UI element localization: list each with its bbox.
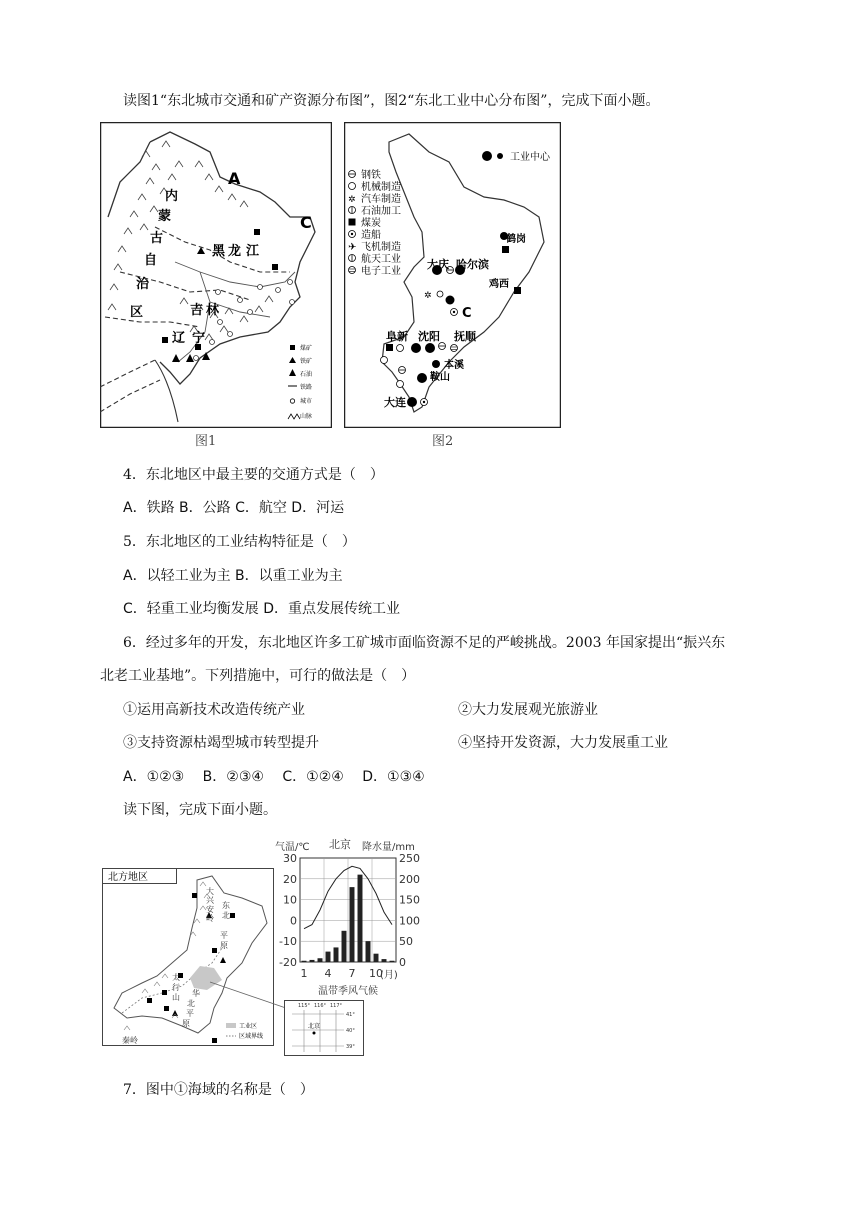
fig2-center-legend: 工业中心 (510, 152, 550, 163)
label-zhi: 治 (136, 277, 150, 292)
question-5-stem: 5．东北地区的工业结构特征是（ ） (123, 534, 356, 550)
precip-bar (342, 931, 347, 962)
svg-text:✈: ✈ (348, 242, 357, 253)
month-tick-label: 1 (300, 967, 308, 980)
svg-text:大: 大 (206, 887, 214, 896)
precip-bar (318, 958, 323, 962)
svg-text:116°: 116° (314, 1003, 327, 1009)
svg-text:115°: 115° (298, 1003, 311, 1009)
precip-tick-label: 0 (399, 956, 406, 969)
svg-text:北: 北 (222, 911, 230, 920)
svg-text:安: 安 (206, 905, 214, 914)
svg-text:煤矿: 煤矿 (300, 345, 313, 352)
climate-chart (272, 836, 440, 1006)
figure-2-caption: 图2 (432, 434, 454, 449)
chart-ylabel-right: 降水量/mm (362, 842, 415, 853)
label-meng: 蒙 (158, 209, 172, 224)
temp-tick-label: 30 (283, 852, 297, 865)
svg-text:兴: 兴 (206, 896, 214, 905)
temp-tick-label: -20 (279, 956, 297, 969)
city-fushun: 抚顺 (454, 330, 476, 343)
svg-text:41°: 41° (346, 1012, 355, 1018)
svg-text:机械制造: 机械制造 (361, 182, 401, 193)
svg-text:太: 太 (172, 973, 180, 982)
label-ln-2: 宁 (192, 331, 206, 346)
svg-text:工业区: 工业区 (239, 1023, 258, 1030)
precip-bar (390, 961, 395, 962)
svg-text:石油: 石油 (300, 371, 313, 378)
label-hlj-1: 黑 (212, 244, 226, 259)
precip-tick-label: 150 (399, 893, 420, 907)
question-6-item-3: ③支持资源枯竭型城市转型提升 (123, 735, 319, 751)
svg-text:钢铁: 钢铁 (361, 170, 381, 181)
svg-text:山脉: 山脉 (300, 413, 313, 420)
svg-text:行: 行 (172, 983, 180, 992)
question-6-options: A．①②③ B．②③④ C．①②④ D．①③④ (123, 769, 425, 785)
svg-text:造船: 造船 (361, 230, 381, 241)
city-hegang: 鹤岗 (506, 234, 526, 245)
svg-text:电子工业: 电子工业 (361, 266, 401, 277)
svg-text:✲: ✲ (424, 291, 432, 301)
svg-text:39°: 39° (346, 1044, 355, 1050)
precip-bar (382, 959, 387, 962)
city-shenyang: 沈阳 (418, 330, 440, 343)
svg-text:汽车制造: 汽车制造 (361, 194, 401, 205)
city-jixi: 鸡西 (489, 279, 509, 290)
label-hlj-2: 龙 (228, 244, 242, 259)
label-nei: 内 (165, 189, 179, 204)
month-tick-label: 4 (324, 967, 332, 980)
label-gu: 古 (150, 231, 164, 246)
question-4-options: A．铁路 B．公路 C．航空 D．河运 (123, 500, 345, 516)
chart-ylabel-left: 气温/℃ (275, 842, 310, 853)
city-benxi: 本溪 (444, 360, 464, 371)
precip-bar (350, 887, 355, 962)
question-6-item-2: ②大力发展观光旅游业 (458, 702, 598, 718)
svg-text:石油加工: 石油加工 (361, 206, 401, 217)
chart-subtitle: 温带季风气候 (318, 986, 378, 997)
inset-city-label: 北京 (308, 1023, 321, 1030)
precip-tick-label: 100 (399, 914, 420, 928)
temp-tick-label: 10 (283, 893, 297, 907)
beijing-inset (284, 1000, 364, 1056)
svg-text:✲: ✲ (348, 195, 356, 205)
label-hlj-3: 江 (246, 244, 260, 259)
svg-text:华: 华 (192, 989, 200, 998)
chart-title: 北京 (329, 838, 351, 851)
svg-text:岭: 岭 (206, 914, 214, 923)
precip-bar (358, 875, 363, 962)
svg-text:40°: 40° (346, 1028, 355, 1034)
label-ln-1: 辽 (172, 331, 186, 346)
svg-text:东: 东 (222, 901, 230, 910)
precip-tick-label: 200 (399, 872, 420, 886)
svg-text:航天工业: 航天工业 (361, 254, 401, 265)
figure-2-map (344, 122, 561, 428)
question-6-stem-1: 6．经过多年的开发，东北地区许多工矿城市面临资源不足的严峻挑战。2003 年国家提出“振兴东 (123, 635, 726, 651)
figure-1-caption: 图1 (195, 434, 217, 449)
svg-text:117°: 117° (330, 1003, 343, 1009)
city-harbin: 哈尔滨 (456, 258, 489, 271)
intro-text-2: 读下图，完成下面小题。 (123, 802, 277, 818)
svg-text:煤炭: 煤炭 (361, 218, 381, 229)
city-fuxin: 阜新 (386, 330, 408, 343)
month-tick-label: 7 (348, 967, 356, 980)
city-daqing: 大庆 (427, 258, 449, 271)
chart-xlabel: (月) (380, 970, 398, 981)
question-5-options-1: A．以轻工业为主 B．以重工业为主 (123, 568, 343, 584)
temp-tick-label: 20 (283, 872, 297, 886)
precip-bar (366, 941, 371, 962)
month-tick-label: 10 (369, 967, 383, 980)
label-jl-2: 林 (206, 303, 220, 318)
svg-text:城市: 城市 (300, 398, 313, 405)
svg-text:平: 平 (186, 1009, 194, 1018)
label-A: A (228, 169, 241, 188)
svg-text:原: 原 (220, 941, 228, 950)
map-legend (224, 1020, 280, 1044)
label-qu: 区 (130, 305, 144, 320)
svg-text:区域界线: 区域界线 (239, 1033, 264, 1040)
city-C: C (462, 306, 472, 321)
precip-tick-label: 50 (399, 935, 413, 949)
intro-text: 读图1“东北城市交通和矿产资源分布图”，图2“东北工业中心分布图”，完成下面小题。 (123, 93, 660, 109)
precip-bar (310, 960, 315, 962)
figure-1-map (100, 122, 332, 428)
label-zi: 自 (144, 253, 158, 268)
temp-tick-label: -10 (279, 935, 297, 949)
svg-text:飞机制造: 飞机制造 (361, 242, 401, 253)
svg-text:山: 山 (172, 993, 180, 1002)
svg-text:北: 北 (187, 999, 195, 1008)
svg-text:秦岭: 秦岭 (122, 1036, 138, 1045)
svg-text:铁矿: 铁矿 (300, 358, 313, 365)
svg-text:铁路: 铁路 (300, 384, 313, 391)
question-6-item-4: ④坚持开发资源，大力发展重工业 (458, 735, 668, 751)
question-7-stem: 7．图中①海域的名称是（ ） (123, 1082, 314, 1098)
precip-bar (302, 961, 307, 962)
svg-text:平: 平 (220, 931, 228, 940)
city-anshan: 鞍山 (430, 372, 450, 383)
question-4-stem: 4．东北地区中最主要的交通方式是（ ） (123, 467, 384, 483)
label-jl-1: 吉 (190, 303, 204, 318)
question-6-item-1: ①运用高新技术改造传统产业 (123, 702, 305, 718)
precip-bar (326, 952, 331, 962)
city-dalian: 大连 (384, 396, 406, 409)
map-title: 北方地区 (108, 872, 148, 883)
label-C: C (300, 213, 312, 232)
svg-text:原: 原 (182, 1019, 190, 1028)
question-5-options-2: C．轻重工业均衡发展 D．重点发展传统工业 (123, 601, 401, 617)
precip-bar (374, 954, 379, 962)
precip-tick-label: 250 (399, 852, 420, 865)
question-6-stem-2: 北老工业基地”。下列措施中，可行的做法是（ ） (100, 668, 416, 684)
temp-tick-label: 0 (290, 914, 297, 928)
precip-bar (334, 947, 339, 962)
